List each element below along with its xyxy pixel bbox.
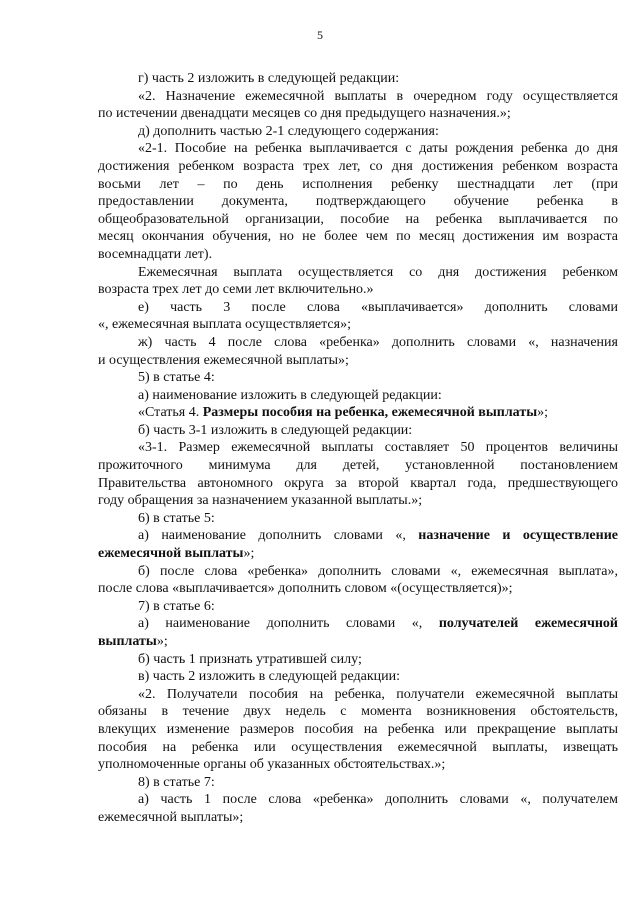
item-7-a-end (98, 633, 618, 651)
quote-part-2-recipients-line: пособия на ребенка или осуществления ежемесячной выплаты, извещать (98, 739, 618, 755)
item-7-v: в) часть 2 изложить в следующей редакции: (138, 669, 401, 685)
item-e: е) часть 3 после слова «выплачивается» дополнить словами (138, 299, 618, 315)
quote-part-3-1-line: году обращения за назначением указанной выплаты.»; (98, 493, 423, 509)
quote-part-2-1-line: достижения ребенком возраста трех лет, со дня достижения ребенком возраста (98, 158, 618, 174)
quote-part-2-recipients-line: влекущих изменение размеров пособия на ребенка или прекращение выплаты (98, 721, 618, 737)
item-g: г) часть 2 изложить в следующей редакции: (138, 71, 400, 86)
quote-part-2-1-line: восьми лет – по день исполнения ребенку шестнадцати лет (при (98, 176, 618, 192)
quote-part-2-recipients-line: уполномоченные органы об указанных обстоятельствах.»; (98, 757, 446, 773)
item-8: 8) в статье 7: (138, 774, 215, 790)
quote-part-3-1-line: «3-1. Размер ежемесячной выплаты составляет 50 процентов величины (138, 440, 618, 456)
item-6-a-end (98, 545, 618, 563)
item-6-a-bold-end: ежемесячной выплаты (98, 546, 244, 562)
item-7-a-bold-end: выплаты (98, 634, 157, 649)
item-7-a-bold: получателей ежемесячной (438, 616, 618, 632)
quote-part-2-line: «2. Назначение ежемесячной выплаты в очередном году осуществляется (138, 88, 618, 104)
quote-part-2-recipients-line: «2. Получатели пособия на ребенка, получатели ежемесячной выплаты (138, 686, 618, 702)
item-zh-end: и осуществления ежемесячной выплаты»; (98, 352, 349, 368)
item-7-b: б) часть 1 признать утратившей силу; (138, 651, 362, 667)
quote-part-2-1-line: восемнадцати лет). (98, 246, 213, 262)
item-6-a-suffix: »; (243, 546, 255, 562)
quote-part-2-1-line: общеобразовательной организации, пособие на ребенка выплачивается по (98, 211, 618, 227)
item-6-b-end: после слова «выплачивается» дополнить словом «(осуществляется)»; (98, 581, 513, 597)
quote-part-2-1-line: «2-1. Пособие на ребенка выплачивается с даты рождения ребенка до дня (138, 141, 618, 157)
item-5-b: б) часть 3-1 изложить в следующей редакции: (138, 422, 413, 438)
item-6-b: б) после слова «ребенка» дополнить словами «, ежемесячная выплата», (138, 563, 618, 579)
item-8-a: а) часть 1 после слова «ребенка» дополнить словами «, получателем (138, 792, 618, 808)
quote-part-2-recipients-line: обязаны в течение двух недель с момента возникновения обстоятельств, (98, 704, 618, 720)
item-6-a-text: а) наименование дополнить словами «, (138, 528, 419, 544)
item-d: д) дополнить частью 2-1 следующего содержания: (138, 123, 439, 139)
article-4-title (98, 404, 618, 422)
item-e-end: «, ежемесячная выплата осуществляется»; (98, 317, 351, 333)
article-4-prefix: «Статья 4. (138, 405, 203, 421)
quote-part-3-1-line: прожиточного минимума для детей, установленной постановлением (98, 458, 618, 474)
item-7-a (98, 615, 618, 633)
item-8-a-end: ежемесячной выплаты»; (98, 809, 244, 825)
item-zh: ж) часть 4 после слова «ребенка» дополнить словами «, назначения (138, 334, 618, 350)
quote-part-3-1-line: Правительства автономного округа за второй квартал года, предшествующего (98, 475, 618, 491)
item-7-a-suffix: »; (156, 634, 168, 649)
item-6: 6) в статье 5: (138, 510, 215, 526)
item-6-a (98, 527, 618, 545)
article-4-title-bold: Размеры пособия на ребенка, ежемесячной выплаты (202, 405, 538, 421)
page-number: 5 (317, 28, 323, 42)
monthly-payment-paragraph: Ежемесячная выплата осуществляется со дня достижения ребенком (138, 264, 618, 280)
document-body (98, 70, 618, 827)
quote-part-2-1-line: предоставлении документа, подтверждающего обучение ребенка в (98, 194, 618, 210)
article-4-suffix: »; (537, 405, 549, 421)
item-5-a: а) наименование изложить в следующей редакции: (138, 387, 442, 403)
item-6-a-bold: назначение и осуществление (418, 528, 618, 544)
quote-part-2-1-line: месяц окончания обучения, но не более чем по месяц достижения им возраста (98, 229, 618, 245)
quote-part-2-end: по истечении двенадцати месяцев со дня предыдущего назначения.»; (98, 106, 511, 122)
monthly-payment-paragraph-end: возраста трех лет до семи лет включительно.» (98, 282, 374, 298)
item-7: 7) в статье 6: (138, 598, 215, 614)
item-5: 5) в статье 4: (138, 370, 215, 386)
item-7-a-text: а) наименование дополнить словами «, (138, 616, 439, 632)
